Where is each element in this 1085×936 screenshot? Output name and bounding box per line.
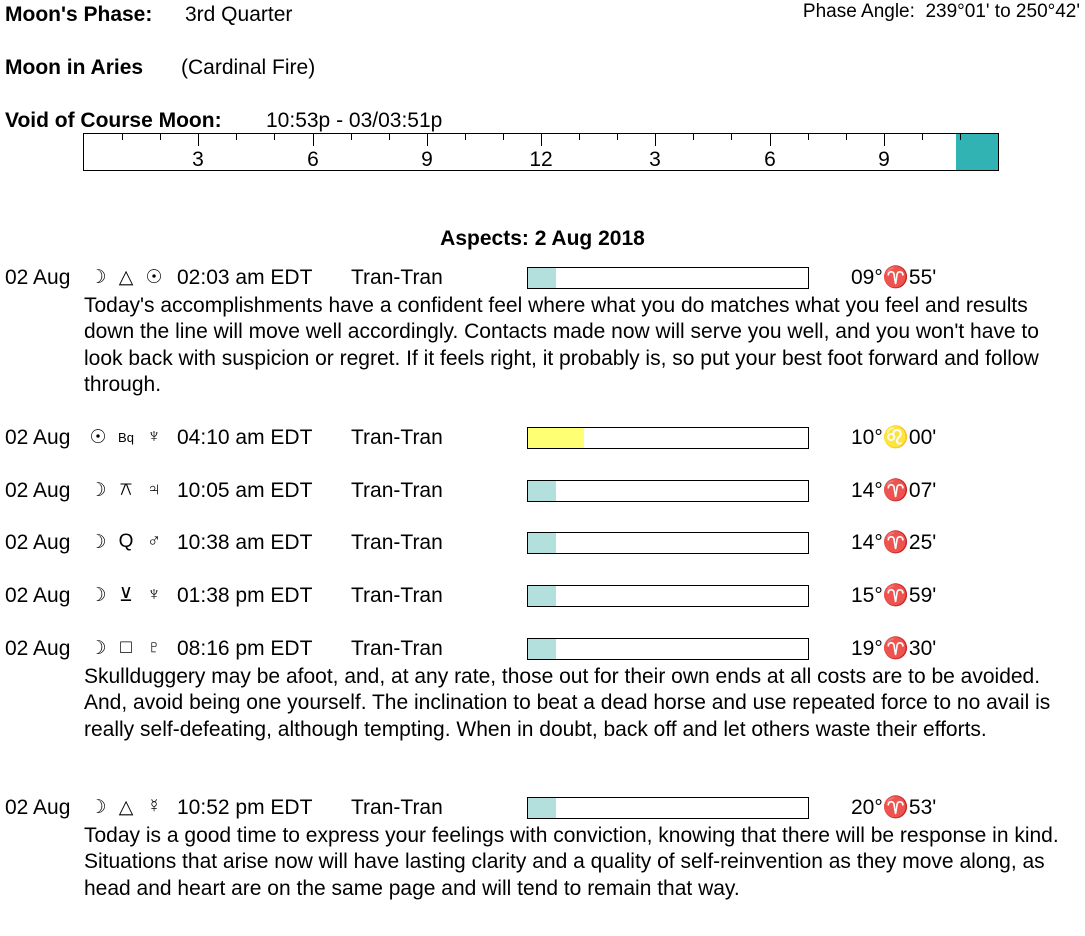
aspect-time: 01:38 pm EDT bbox=[177, 584, 313, 607]
aspect-type: Tran-Tran bbox=[351, 531, 443, 554]
moon-element-value: (Cardinal Fire) bbox=[181, 56, 316, 79]
void-of-course-value: 10:53p - 03/03:51p bbox=[266, 109, 443, 132]
planet-glyph-icon: ☉ bbox=[89, 427, 107, 448]
timeline-tick bbox=[503, 134, 504, 140]
aspect-time: 10:52 pm EDT bbox=[177, 796, 313, 819]
timeline-tick bbox=[389, 134, 390, 140]
aspect-position: 10°♌00' bbox=[851, 426, 937, 449]
aspect-glyph-icon: △ bbox=[118, 267, 134, 288]
aspect-time: 04:10 am EDT bbox=[177, 426, 313, 449]
aspect-strength-bar bbox=[527, 532, 809, 554]
timeline-tick bbox=[236, 134, 237, 140]
timeline-hour-label: 6 bbox=[307, 148, 319, 171]
aspect-strength-fill bbox=[528, 798, 556, 818]
timeline-tick bbox=[846, 134, 847, 140]
aspects-title: Aspects: 2 Aug 2018 bbox=[440, 227, 645, 250]
planet-glyph-icon: ♆ bbox=[146, 426, 162, 447]
aspect-date: 02 Aug bbox=[5, 531, 71, 554]
timeline-tick bbox=[541, 134, 542, 146]
aspect-strength-fill bbox=[528, 268, 556, 288]
aspect-strength-fill bbox=[528, 481, 556, 501]
aspect-position: 09°♈55' bbox=[851, 266, 937, 289]
timeline-tick bbox=[731, 134, 732, 140]
aspect-interpretation: Skullduggery may be afoot, and, at any rate, those out for their own ends at all costs are to be avoided. And, avoid being one yourself. The inclination to beat a dead horse and use repeated force to no avail is really self-defeating, although tempting. When in doubt, back off and let others waste their efforts. bbox=[84, 665, 1051, 741]
timeline-hour-label: 9 bbox=[878, 148, 890, 171]
void-of-course-label: Void of Course Moon: bbox=[5, 109, 222, 132]
aspect-strength-bar bbox=[527, 480, 809, 502]
planet-glyph-icon: ☽ bbox=[89, 532, 107, 553]
timeline-tick bbox=[617, 134, 618, 140]
aspect-type: Tran-Tran bbox=[351, 637, 443, 660]
timeline-tick bbox=[313, 134, 314, 146]
aspect-row bbox=[0, 637, 1085, 663]
aspect-row bbox=[0, 796, 1085, 822]
aspect-row bbox=[0, 584, 1085, 610]
timeline-tick bbox=[351, 134, 352, 140]
aspect-time: 10:38 am EDT bbox=[177, 531, 313, 554]
aspect-date: 02 Aug bbox=[5, 266, 71, 289]
aspect-strength-bar bbox=[527, 427, 809, 449]
timeline-hour-label: 9 bbox=[421, 148, 433, 171]
moon-sign-heading: Moon in Aries bbox=[5, 56, 144, 79]
aspect-date: 02 Aug bbox=[5, 479, 71, 502]
phase-angle-label: Phase Angle: bbox=[802, 1, 915, 22]
aspect-row bbox=[0, 426, 1085, 452]
planet-glyph-icon: ☽ bbox=[89, 585, 107, 606]
phase-angle-value: 239°01' to 250°42' bbox=[925, 1, 1080, 22]
aspect-date: 02 Aug bbox=[5, 796, 71, 819]
aspect-glyph-icon: Bq bbox=[118, 430, 134, 445]
aspect-date: 02 Aug bbox=[5, 637, 71, 660]
planet-glyph-icon: ☽ bbox=[89, 267, 107, 288]
timeline-tick bbox=[693, 134, 694, 140]
timeline-hour-label: 6 bbox=[764, 148, 776, 171]
planet-glyph-icon: ♇ bbox=[146, 637, 162, 658]
aspect-row bbox=[0, 531, 1085, 557]
aspect-position: 14°♈25' bbox=[851, 531, 937, 554]
aspect-strength-fill bbox=[528, 639, 556, 659]
moon-phase-value: 3rd Quarter bbox=[185, 3, 293, 26]
timeline-tick bbox=[579, 134, 580, 140]
aspect-glyph-icon: ⊻ bbox=[119, 585, 133, 606]
aspect-type: Tran-Tran bbox=[351, 266, 443, 289]
aspect-strength-bar bbox=[527, 638, 809, 660]
moon-phase-label: Moon's Phase: bbox=[5, 3, 153, 26]
aspect-glyph-icon: ⚻ bbox=[119, 479, 133, 500]
aspect-row bbox=[0, 266, 1085, 292]
aspect-strength-bar bbox=[527, 797, 809, 819]
timeline-hour-label: 3 bbox=[192, 148, 204, 171]
aspect-strength-bar bbox=[527, 585, 809, 607]
aspect-interpretation: Today's accomplishments have a confident feel where what you do matches what you feel and results down the line will move well accordingly. Contacts made now will serve you well, and you won't have to look back with suspicion or regret. If it feels right, it probably is, so put your best foot forward and follow through. bbox=[84, 294, 1039, 396]
planet-glyph-icon: ♃ bbox=[146, 479, 162, 500]
aspect-type: Tran-Tran bbox=[351, 426, 443, 449]
timeline-tick bbox=[427, 134, 428, 146]
aspect-interpretation: Today is a good time to express your feelings with conviction, knowing that there will be response in kind. Situations that arise now will have lasting clarity and a quality of self-reinvention as they move along, as head and heart are on the same page and will tend to remain that way. bbox=[84, 824, 1059, 900]
timeline-tick bbox=[960, 134, 961, 140]
aspect-position: 20°♈53' bbox=[851, 796, 937, 819]
aspect-date: 02 Aug bbox=[5, 584, 71, 607]
timeline-tick bbox=[808, 134, 809, 140]
aspect-time: 10:05 am EDT bbox=[177, 479, 313, 502]
aspect-type: Tran-Tran bbox=[351, 479, 443, 502]
aspect-strength-fill bbox=[528, 533, 556, 553]
planet-glyph-icon: ☿ bbox=[146, 796, 162, 817]
timeline-tick bbox=[465, 134, 466, 140]
timeline-hour-label: 12 bbox=[529, 148, 553, 171]
aspect-date: 02 Aug bbox=[5, 426, 71, 449]
timeline-tick bbox=[884, 134, 885, 146]
aspect-glyph-icon: □ bbox=[120, 637, 132, 658]
void-of-course-fill bbox=[956, 134, 998, 170]
aspect-strength-bar bbox=[527, 267, 809, 289]
aspect-strength-fill bbox=[528, 428, 584, 448]
aspect-glyph-icon: Q bbox=[118, 531, 134, 552]
aspect-row bbox=[0, 479, 1085, 505]
timeline-tick bbox=[770, 134, 771, 146]
planet-glyph-icon: ☽ bbox=[89, 480, 107, 501]
aspect-type: Tran-Tran bbox=[351, 796, 443, 819]
timeline-tick bbox=[160, 134, 161, 140]
timeline-hour-label: 3 bbox=[649, 148, 661, 171]
timeline-tick bbox=[922, 134, 923, 140]
void-of-course-timeline bbox=[83, 133, 999, 171]
aspect-position: 15°♈59' bbox=[851, 584, 937, 607]
aspect-type: Tran-Tran bbox=[351, 584, 443, 607]
timeline-tick bbox=[122, 134, 123, 140]
timeline-tick bbox=[655, 134, 656, 146]
planet-glyph-icon: ☉ bbox=[145, 267, 163, 288]
aspect-position: 19°♈30' bbox=[851, 637, 937, 660]
planet-glyph-icon: ♂ bbox=[146, 531, 162, 552]
phase-angle bbox=[803, 1, 1080, 23]
planet-glyph-icon: ☽ bbox=[89, 638, 107, 659]
aspect-time: 08:16 pm EDT bbox=[177, 637, 313, 660]
aspect-position: 14°♈07' bbox=[851, 479, 937, 502]
aspect-strength-fill bbox=[528, 586, 556, 606]
aspect-time: 02:03 am EDT bbox=[177, 266, 313, 289]
aspect-glyph-icon: △ bbox=[118, 797, 134, 818]
planet-glyph-icon: ♆ bbox=[146, 584, 162, 605]
planet-glyph-icon: ☽ bbox=[89, 797, 107, 818]
timeline-tick bbox=[274, 134, 275, 140]
timeline-tick bbox=[198, 134, 199, 146]
